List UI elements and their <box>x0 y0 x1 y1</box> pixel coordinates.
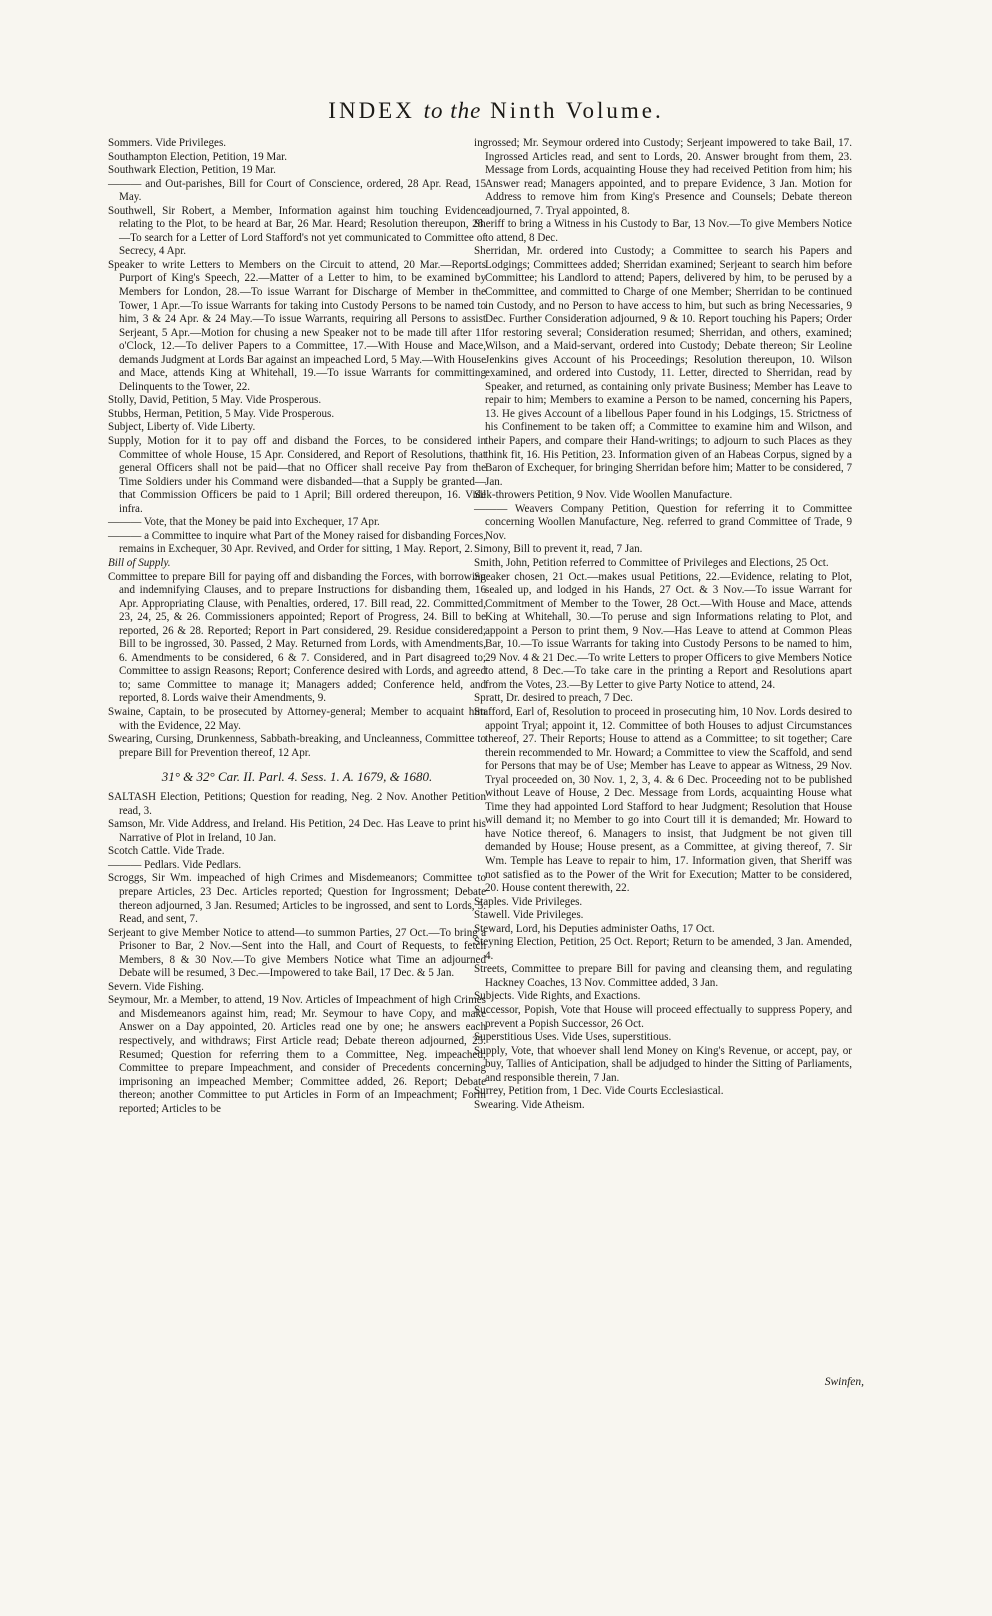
index-entry: SALTASH Election, Petitions; Question for reading, Neg. 2 Nov. Another Petition read, 3. <box>108 791 486 817</box>
index-entry: Speaker to write Letters to Members on the Circuit to attend, 20 Mar.—Reports Purport of King's Speech, 22.—Matter of a Letter to him, to be examined by Members for London, 28.—To issue Warrant for Discharge of Member in the Tower, 1 Apr.—To issue Warrants for taking into Custody Persons to be named to him, 3 & 24 Apr. & 24 May.—To issue Warrants, requiring all Persons to assist Serjeant, 5 Apr.—Motion for chusing a new Speaker not to be made till after 11 o'Clock, 12.—To deliver Papers to a Committee, 17.—With House and Mace, demands Judgment at Lords Bar against an impeached Lord, 5 May.—With House and Mace, attends King at Whitehall, 19.—To issue Warrants for committing Delinquents to the Tower, 22. <box>108 258 486 393</box>
index-entry: Swearing. Vide Atheism. <box>474 1098 585 1111</box>
index-entry: Sheriff to bring a Witness in his Custody to Bar, 13 Nov.—To give Members Notice to attend, 8 Dec. <box>474 218 852 244</box>
title-to-the: to the <box>423 98 482 123</box>
index-entry: Southwark Election, Petition, 19 Mar. <box>108 164 276 177</box>
index-entry: Swaine, Captain, to be prosecuted by Attorney-general; Member to acquaint him with the Evidence, 22 May. <box>108 705 486 732</box>
index-entry: Stubbs, Herman, Petition, 5 May. Vide Prosperous. <box>108 407 335 420</box>
index-entry: Supply, Motion for it to pay off and disband the Forces, to be considered in Committee of whole House, 15 Apr. Considered, and Report of Resolutions, that general Officers shall not be paid—that no Officer shall receive Pay from the Time Soldiers under his Command were disbanded—that a Supply be granted—that Commission Officers be paid to 1 April; Bill ordered thereupon, 16. Vide infra. <box>108 435 486 515</box>
index-entry: Speaker chosen, 21 Oct.—makes usual Petitions, 22.—Evidence, relating to Plot, sealed up, and lodged in his Hands, 27 Oct. & 3 Nov.—To issue Warrant for Commitment of Member to the Tower, 28 Oct.—With House and Mace, attends King at Whitehall, 30.—To peruse and sign Informations relating to Plot, and appoint a Person to print them, 9 Nov.—Has Leave to attend at Common Pleas Bar, 10.—To issue Warrants for taking into Custody Persons to be named to him, 29 Nov. 4 & 21 Dec.—To write Letters to proper Officers to give Members Notice to attend, 8 Dec.—To take care in the printing a Report and Resolutions apart from the Votes, 23.—By Letter to give Party Notice to attend, 24. <box>474 570 852 691</box>
index-entry: Stolly, David, Petition, 5 May. Vide Prosperous. <box>108 394 322 407</box>
index-entry: Stawell. Vide Privileges. <box>474 909 584 922</box>
index-entry: Southwell, Sir Robert, a Member, Information against him touching Evidence relating to the Plot, to be heard at Bar, 26 Mar. Heard; Resolution thereupon, 28.—To search for a Letter of Lord Stafford's not yet communicated to Committee of Secrecy, 4 Apr. <box>108 204 486 258</box>
index-entry: Severn. Vide Fishing. <box>108 980 204 993</box>
index-entry: Steward, Lord, his Deputies administer Oaths, 17 Oct. <box>474 922 715 935</box>
index-entry: Silk-throwers Petition, 9 Nov. Vide Woollen Manufacture. <box>474 489 733 502</box>
index-entry: Spratt, Dr. desired to preach, 7 Dec. <box>474 692 633 705</box>
index-entry: Subject, Liberty of. Vide Liberty. <box>108 421 256 434</box>
left-column <box>108 137 486 1116</box>
index-entry: Sherridan, Mr. ordered into Custody; a Committee to search his Papers and Lodgings; Committees added; Sherridan examined; Serjeant to search him before Committee; his Landlord to attend; Papers, delivered by him, to be perused by a Committee, and committed to Charge of one Member; Sherridan to be continued in Custody, and no Person to have access to him, but such as bring Necessaries, 9 Dec. Further Consideration adjourned, 9 & 10. Report touching his Papers; Order for restoring several; Consideration resumed; Sherridan, and others, examined; Wilson, and a Maid-servant, ordered into Custody; Debate thereon; Sir Leoline Jenkins gives Account of his Proceedings; Resolution thereupon, 10. Wilson examined, and ordered into Custody, 11. Letter, directed to Sherridan, read by Speaker, and returned, as containing only private Business; Member has Leave to repair to him; Members to examine a Person to be named, concerning his Papers, 13. He gives Account of a libellous Paper found in his Lodgings, 15. Strictness of his Confinement to be taken off; a Committee to examine him and Wilson, and their Papers, and compare their Hand-writings; to adjourn to such Places as they think fit, 16. His Petition, 23. Information given of an Habeas Corpus, signed by a Baron of Exchequer, for bringing Sherridan before him; Matter to be considered, 7 Jan. <box>474 245 852 488</box>
index-entry: Surrey, Petition from, 1 Dec. Vide Courts Ecclesiastical. <box>474 1085 724 1098</box>
index-entry: Seymour, Mr. a Member, to attend, 19 Nov. Articles of Impeachment of high Crimes and Misdemeanors against him, read; Mr. Seymour to have Copy, and make Answer on a Day appointed, 20. Articles read one by one; he answers each respectively, and withdraws; First Article read; Debate thereon adjourned, 25. Resumed; Question for referring them to a Committee, Neg. impeached; Committee to prepare Impeachment, and consider of Precedents concerning imprisoning an impeached Member; Committee added, 26. Report; Debate thereon; another Committee to put Articles in Form of an Impeachment; Form reported; Articles to be <box>108 994 486 1115</box>
index-entry: Committee to prepare Bill for paying off and disbanding the Forces, with borrowing and indemnifying Clauses, and to prepare Instructions for disbanding them, 16 Apr. Appropriating Clause, with Penalties, ordered, 17. Bill read, 22. Committed, 23, 24, 25, & 26. Commissioners appointed; Report of Progress, 24. Bill to be reported, 26 & 28. Reported; Report in Part considered, 29. Residue considered; Bill to be ingrossed, 30. Passed, 2 May. Returned from Lords, with Amendments, 6. Amendments to be considered, 6 & 7. Considered, and in Part disagreed to; Committee to assign Reasons; Report; Conference desired with Lords, and agreed to; same Committee to manage it; Managers added; Conference held, and reported, 8. Lords waive their Amendments, 9. <box>108 570 486 705</box>
index-entry: Southampton Election, Petition, 19 Mar. <box>108 150 288 163</box>
catchword: Swinfen, <box>824 1376 864 1388</box>
index-entry: Staples. Vide Privileges. <box>474 895 583 908</box>
session-heading: 31° & 32° Car. II. Parl. 4. Sess. 1. A. 1679, & 1680. <box>161 769 433 785</box>
index-entry: Stafford, Earl of, Resolution to proceed in prosecuting him, 10 Nov. Lords desired to appoint Tryal; appoint it, 12. Committee of both Houses to adjust Circumstances thereof, 27. Their Reports; House to attend as a Committee; to sit together; Care therein recommended to Mr. Howard; a Committee to view the Scaffold, and send for Persons that may be of Use; Member has Leave to appear as Witness, 29 Nov. Tryal proceeded on, 30 Nov. 1, 2, 3, 4. & 6 Dec. Proceeding not to be published without Leave of House, 2 Dec. Message from Lords, acquainting House what Time they had appointed Lord Stafford to hear Judgment; Resolution that House will demand it; no Member to go into Court till it is demanded; Mr. Howard to have Notice thereof, 6. Managers to insist, that Judgment be not given till demanded by House; House present, as a Committee, at giving thereof, 7. Sir Wm. Temple has Leave to repair to him, 17. Information given, that Sheriff was not satisfied as to the Power of the Writ for Execution; Matter to be considered, 20. House content therewith, 22. <box>474 705 852 895</box>
index-entry: Samson, Mr. Vide Address, and Ireland. His Petition, 24 Dec. Has Leave to print his Narrative of Plot in Ireland, 10 Jan. <box>108 818 486 844</box>
index-entry: Steyning Election, Petition, 25 Oct. Report; Return to be amended, 3 Jan. Amended, 4. <box>474 936 852 962</box>
index-entry: ——— a Committee to inquire what Part of the Money raised for disbanding Forces, remains in Exchequer, 30 Apr. Revived, and Order for sitting, 1 May. Report, 2. <box>108 529 486 556</box>
index-entry: Superstitious Uses. Vide Uses, superstitious. <box>474 1031 672 1044</box>
index-entry: ——— Pedlars. Vide Pedlars. <box>108 858 242 871</box>
index-entry: ——— and Out-parishes, Bill for Court of Conscience, ordered, 28 Apr. Read, 15 May. <box>108 177 486 204</box>
index-entry: Swearing, Cursing, Drunkenness, Sabbath-breaking, and Uncleanness, Committee to prepare Bill for Prevention thereof, 12 Apr. <box>108 733 486 759</box>
index-entry: Smith, John, Petition referred to Committee of Privileges and Elections, 25 Oct. <box>474 556 829 569</box>
index-entry: Sommers. Vide Privileges. <box>108 137 227 149</box>
title-index: INDEX <box>328 98 415 123</box>
index-entry: ——— Weavers Company Petition, Question for referring it to Committee concerning Woollen Manufacture, Neg. referred to grand Committee of Trade, 9 Nov. <box>474 502 852 542</box>
index-entry: Scotch Cattle. Vide Trade. <box>108 845 225 858</box>
title-volume: Ninth Volume. <box>490 98 664 123</box>
index-entry: Serjeant to give Member Notice to attend—to summon Parties, 27 Oct.—To bring a Prisoner to Bar, 2 Nov.—Sent into the Hall, and Court of Requests, to fetch Members, 8 & 30 Nov.—To give Members Notice what Time an adjourned Debate will be resumed, 3 Dec.—Impowered to take Bail, 17 Dec. & 5 Jan. <box>108 926 486 980</box>
page-title <box>0 98 992 124</box>
index-entry: Supply, Vote, that whoever shall lend Money on King's Revenue, or accept, pay, or buy, Tallies of Anticipation, shall be adjudged to hinder the Sitting of Parliaments, and responsible therein, 7 Jan. <box>474 1044 852 1084</box>
right-column <box>474 137 852 1112</box>
index-entry: Successor, Popish, Vote that House will proceed effectually to suppress Popery, and prevent a Popish Successor, 26 Oct. <box>474 1004 852 1030</box>
index-entry: ingrossed; Mr. Seymour ordered into Custody; Serjeant impowered to take Bail, 17. Ingrossed Articles read, and sent to Lords, 20. Answer brought from them, 23. Message from Lords, acquainting House they had received Petition from him; his Answer read; Managers appointed, and to prepare Evidence, 3 Jan. Motion for Address to remove him from King's Presence and Counsels; Debate thereon adjourned, 7. Tryal appointed, 8. <box>474 137 852 217</box>
index-entry: Streets, Committee to prepare Bill for paving and cleansing them, and regulating Hackney Coaches, 13 Nov. Committee added, 3 Jan. <box>474 963 852 989</box>
index-entry: Scroggs, Sir Wm. impeached of high Crimes and Misdemeanors; Committee to prepare Articles, 23 Dec. Articles reported; Question for Ingrossment; Debate thereon adjourned, 3 Jan. Resumed; Articles to be ingrossed, and sent to Lords, 5. Read, and sent, 7. <box>108 872 486 926</box>
index-entry: ——— Vote, that the Money be paid into Exchequer, 17 Apr. <box>108 516 380 529</box>
index-entry: Simony, Bill to prevent it, read, 7 Jan. <box>474 543 643 556</box>
index-entry: Subjects. Vide Rights, and Exactions. <box>474 990 641 1003</box>
index-subheading: Bill of Supply. <box>108 556 171 569</box>
